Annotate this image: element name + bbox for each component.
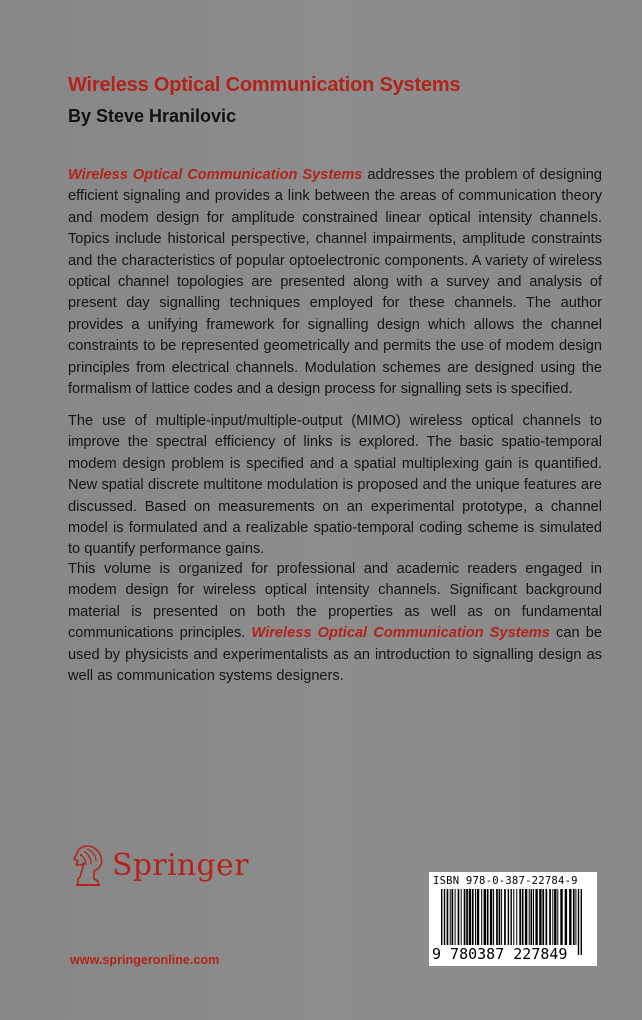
barcode-bar bbox=[504, 889, 506, 945]
barcode-bar bbox=[516, 889, 517, 945]
barcode-bar bbox=[458, 889, 460, 945]
barcode-bar bbox=[475, 889, 476, 945]
barcode-bar bbox=[501, 889, 502, 945]
barcode-bar bbox=[522, 889, 524, 945]
blurb-paragraph-2: The use of multiple-input/multiple-output (MIMO) wireless optical channels to improve the spectral efficiency of links is explored. The basic spatio-temporal modem design problem is specified and a spatial multiplexing gain is quantified. New spatial discrete multitone modulation is proposed and the unique features are discussed. Based on measurements on an experimental prototype, a channel model is formulated and a realizable spatio-temporal coding scheme is simulated to quantify performance gains. bbox=[68, 413, 602, 558]
barcode-bar bbox=[554, 889, 556, 945]
barcode-bar bbox=[466, 889, 468, 945]
barcode-bar bbox=[529, 889, 530, 945]
barcode-bar bbox=[552, 889, 553, 945]
barcode-bar bbox=[493, 889, 494, 945]
barcode-bar bbox=[533, 889, 534, 945]
barcode-bar bbox=[499, 889, 501, 945]
barcode-bar bbox=[469, 889, 471, 945]
publisher-logo bbox=[70, 840, 250, 890]
barcode-bar bbox=[539, 889, 541, 945]
barcode-bar bbox=[447, 889, 449, 945]
publisher-url: www.springeronline.com bbox=[70, 953, 220, 967]
barcode-bar bbox=[560, 889, 562, 945]
barcode-bar bbox=[487, 889, 489, 945]
blurb-paragraph-3-text-after: can be used by physicists and experimentalists as an introduction to signalling design as well as communication systems designers. bbox=[68, 625, 602, 685]
barcode-bar bbox=[484, 889, 486, 945]
barcode-bar bbox=[525, 889, 527, 945]
barcode-bar bbox=[461, 889, 462, 945]
blurb-paragraph-1-text: addresses the problem of designing efficient signaling and provides a link between the areas of communication theory and modem design for amplitude constrained linear optical intensity channels. Topics include historical perspective, channel impairments, amplitude constraints and the characteristics of popular optoelectronic components. A variety of wireless optical channel topologies are presented along with a survey and analysis of present day signalling techniques employed for these channels. The author provides a unifying framework for signalling design which allows the channel constraints to be represented geometrically and permits the use of modem design principles from electrical channels. Modulation schemes are designed using the formalism of lattice codes and a design process for signalling sets is specified. bbox=[68, 167, 602, 398]
barcode-bar bbox=[535, 889, 537, 945]
barcode-bar bbox=[542, 889, 544, 945]
barcode-bar bbox=[496, 889, 498, 945]
barcode-bar bbox=[452, 889, 454, 945]
blurb-title-emphasis: Wireless Optical Communication Systems bbox=[68, 167, 363, 183]
barcode-bar bbox=[513, 889, 514, 945]
barcode-bar bbox=[472, 889, 474, 945]
barcode-bar bbox=[578, 889, 579, 955]
barcode-bar bbox=[546, 889, 548, 945]
blurb-title-emphasis: Wireless Optical Communication Systems bbox=[251, 625, 550, 642]
isbn-barcode bbox=[429, 872, 597, 966]
springer-knight-logo-icon bbox=[70, 841, 106, 889]
barcode-bar bbox=[455, 889, 456, 945]
barcode-bar bbox=[575, 889, 576, 945]
book-title: Wireless Optical Communication Systems bbox=[68, 74, 461, 96]
barcode-bar bbox=[490, 889, 492, 945]
isbn-number: ISBN 978-0-387-22784-9 bbox=[433, 875, 578, 887]
barcode-bar bbox=[481, 889, 482, 945]
barcode-bar bbox=[531, 889, 533, 945]
book-author: By Steve Hranilovic bbox=[68, 106, 237, 126]
ean-digits: 9 780387 227849 bbox=[432, 945, 568, 963]
barcode-bar bbox=[519, 889, 521, 945]
blurb-paragraph-3-text-before: This volume is organized for professional and academic readers engaged in modem design for wireless optical intensity channels. Significant background material is presented on both the properties as well as on fundamental communications principles. bbox=[68, 561, 602, 642]
barcode-bar bbox=[565, 889, 567, 945]
barcode-bar bbox=[464, 889, 466, 945]
publisher-name: Springer bbox=[112, 847, 249, 883]
barcode-bar bbox=[477, 889, 479, 945]
barcode-bar bbox=[569, 889, 571, 945]
blurb-paragraph-1 bbox=[68, 165, 602, 400]
barcode-bar bbox=[549, 889, 551, 945]
barcode-bar bbox=[450, 889, 451, 945]
blurb-paragraph-3 bbox=[68, 559, 602, 687]
barcode-bar bbox=[557, 889, 558, 945]
barcode-bar bbox=[573, 889, 575, 945]
barcode-bar bbox=[581, 889, 582, 955]
